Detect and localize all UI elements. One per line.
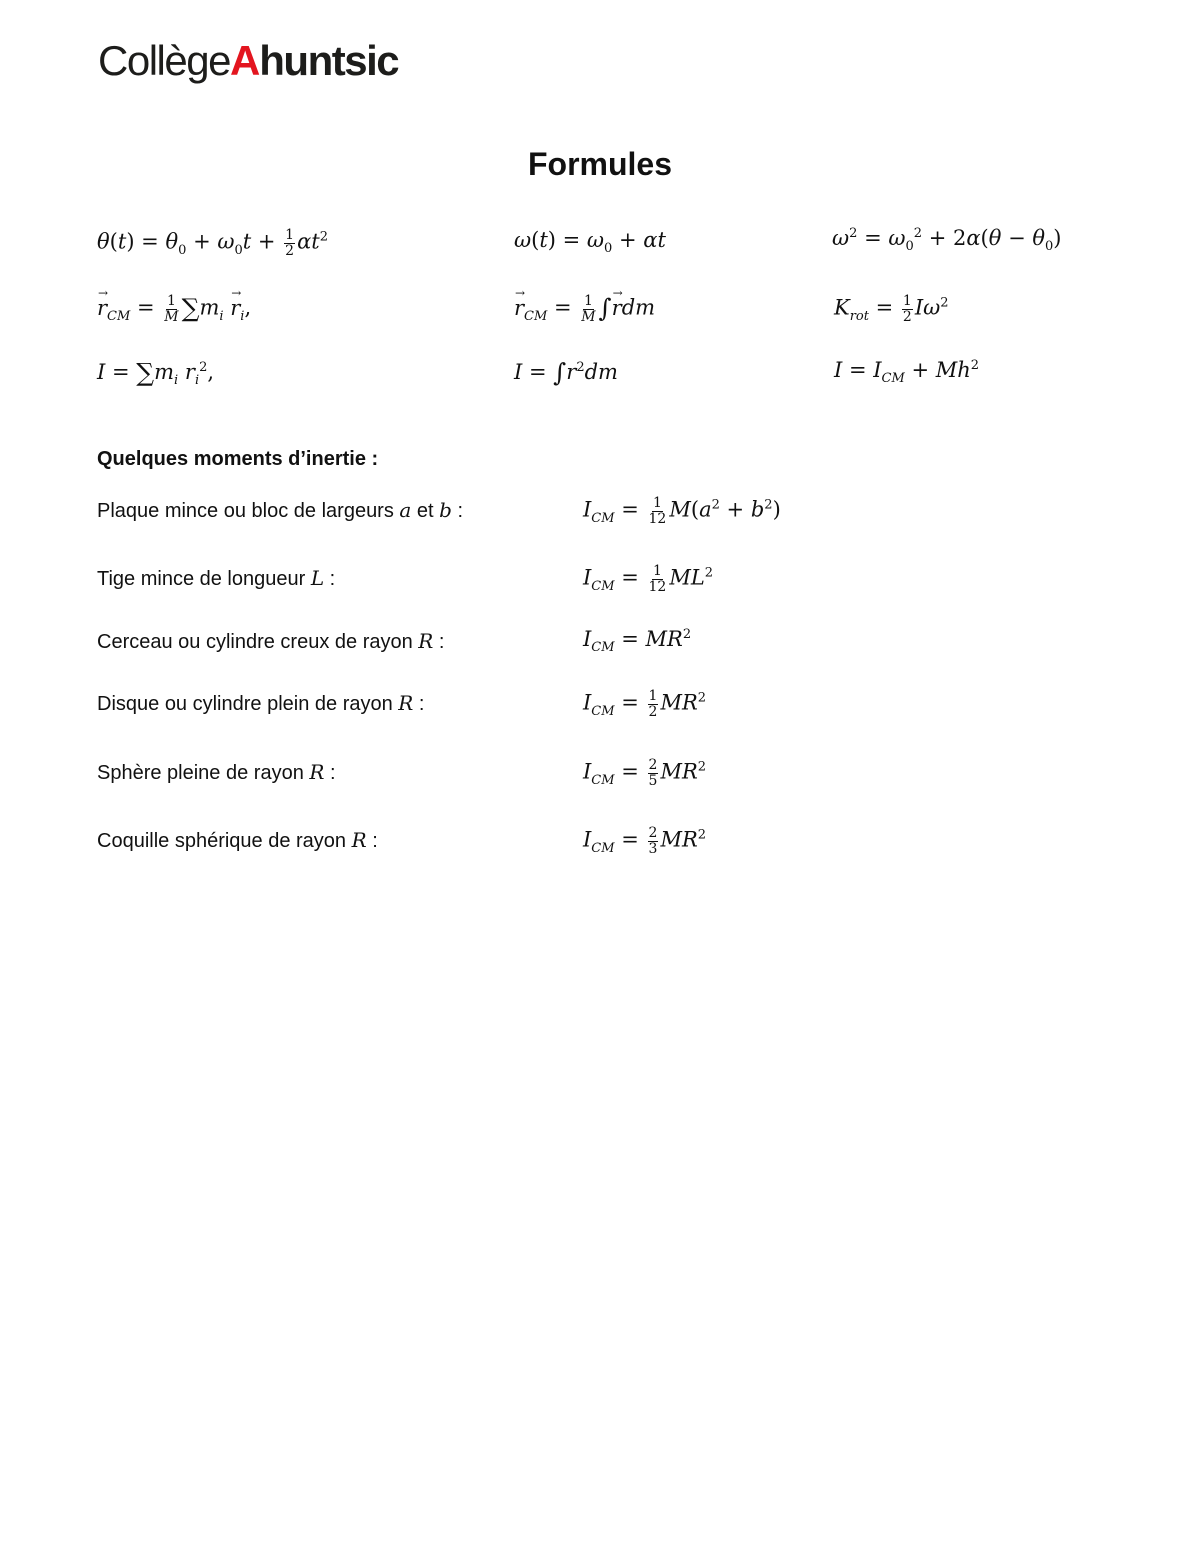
formula-center-of-mass-sum: → $r_{CM}$ = $\frac{1}{M}$ $\sum m_i \to r_i$,	[97, 294, 251, 324]
label-solid-sphere: Sphère pleine de rayon R :	[97, 760, 336, 784]
formula-thin-rod: $I_{CM}$ = $\frac{1}{12}$ $ML^2$	[583, 563, 714, 595]
formula-hoop: $I_{CM} = MR^2$	[583, 627, 692, 656]
label-disk: Disque ou cylindre plein de rayon R :	[97, 691, 425, 715]
label-thin-plate: Plaque mince ou bloc de largeurs a et b :	[97, 498, 464, 522]
formula-rotational-kinetic-energy: $K_{rot}$ = $\frac{1}{2}$ $I\omega^2$	[834, 293, 949, 325]
formula-thin-plate: $I_{CM}$ = $\frac{1}{12}$ $M(a^2 + b^2)$	[583, 495, 781, 527]
formula-center-of-mass-integral: → $r_{CM}$ = $\frac{1}{M}$ ∫→ rdm	[514, 294, 655, 324]
label-hoop: Cerceau ou cylindre creux de rayon R :	[97, 629, 445, 653]
formula-inertia-integral: $I = \int r^2dm$	[514, 358, 618, 387]
college-ahuntsic-logo: CollègeAhuntsic	[98, 37, 399, 84]
formula-disk: $I_{CM}$ = $\frac{1}{2}$ $MR^2$	[583, 688, 707, 720]
formula-parallel-axis: $I = I_{CM} + Mh^2$	[834, 358, 980, 387]
label-thin-rod: Tige mince de longueur L :	[97, 566, 336, 590]
formula-spherical-shell: $I_{CM}$ = $\frac{2}{3}$ $MR^2$	[583, 825, 707, 857]
formula-inertia-sum: $I = \sum m_i$ $r_i^2$,	[97, 358, 215, 389]
page-title: Formules	[527, 146, 673, 182]
formula-angular-position: $\theta(t) = \theta_0 + \omega_0t$ + $\frac{1}{2}$ $\alpha t^2$	[97, 227, 328, 259]
section-heading-moments: Quelques moments d’inertie :	[97, 448, 379, 470]
formula-solid-sphere: $I_{CM}$ = $\frac{2}{5}$ $MR^2$	[583, 757, 707, 789]
formula-angular-velocity: $\omega(t) = \omega_0 + \alpha t$	[514, 228, 666, 257]
label-spherical-shell: Coquille sphérique de rayon R :	[97, 828, 378, 852]
formula-omega-squared: $\omega^2 = \omega_0^2 + 2\alpha(\theta - \theta_0)$	[832, 226, 1062, 255]
